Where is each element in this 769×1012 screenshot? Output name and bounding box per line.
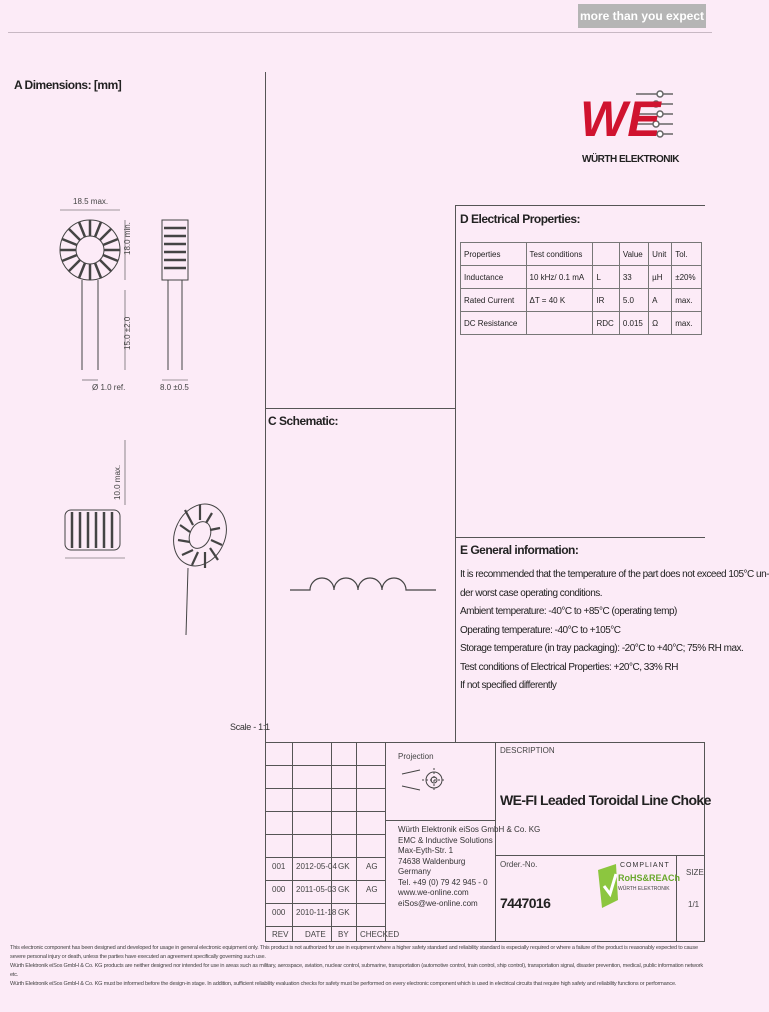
description-label: DESCRIPTION [500,746,555,755]
top-divider [8,32,712,33]
divider-left-col [265,72,266,742]
table-row [461,289,702,312]
dim-pin-label: Ø 1.0 ref. [92,383,126,392]
rev-cell: 000 [272,908,286,917]
compliant-brand: RoHS&REACh [618,873,680,883]
logo-brand-text: WÜRTH ELEKTRONIK [582,154,679,165]
table-cell: ΔT = 40 K [526,289,593,312]
general-info [460,566,769,696]
rev-cell: AG [366,885,378,894]
table-cell: 0.015 [619,312,648,335]
table-cell: Ω [649,312,672,335]
rev-cell: 001 [272,862,286,871]
general-line: Storage temperature (in tray packaging): -20°C to +40°C; 75% RH max. [460,643,744,654]
rev-header: BY [338,930,349,939]
description-text: WE-FI Leaded Toroidal Line Choke [500,792,711,808]
rev-cell: 2010-11-18 [296,908,337,917]
scale-label: Scale - 1:1 [230,722,270,732]
rev-cell: 2012-05-04 [296,862,337,871]
table-cell: DC Resistance [461,312,527,335]
general-title: E General information: [460,543,579,557]
address-line: Tel. +49 (0) 79 42 945 - 0 [398,877,488,887]
table-cell: max. [672,312,702,335]
table-header-row [461,243,702,266]
size-label: SIZE [686,868,704,877]
table-cell: IR [593,289,619,312]
table-cell: RDC [593,312,619,335]
dim-height-max-label: 10.0 max. [113,464,122,500]
rev-cell: 2011-05-03 [296,885,337,894]
table-header: Unit [649,243,672,266]
order-code-label: Order.-No. [500,860,538,869]
table-header: Properties [461,243,527,266]
projection-label: Projection [398,752,434,761]
address-line: EMC & Inductive Solutions [398,835,493,845]
rev-header: REV [272,930,289,939]
divider-schematic [265,408,455,409]
general-line: Ambient temperature: -40°C to +85°C (operating temp) [460,606,677,617]
table-row [461,266,702,289]
table-cell: µH [649,266,672,289]
table-header: Tol. [672,243,702,266]
divider-right-col [455,205,456,742]
rev-cell: GK [338,862,350,871]
compliant-label: COMPLIANT [620,862,670,869]
dim-thickness-label: 8.0 ±0.5 [160,383,189,392]
rev-cell: GK [338,908,350,917]
rohs-badge [594,860,680,912]
address-line: 74638 Waldenburg [398,856,466,866]
footer-line: This electronic component has been designed and developed for usage in general electronic equipment only. This product is not authorized for use in equipment where a higher safety standard and reliability standard is especially required or where a failure of the product is reasonably expected to cause severe personal injury or death, unless the parties have executed an agreement specifically governing such use. [10,945,698,960]
schematic-title: C Schematic: [268,414,339,428]
schematic-drawing [290,560,440,600]
address-line: Max-Eyth-Str. 1 [398,846,454,855]
general-line: Test conditions of Electrical Properties: +20°C, 33% RH [460,661,678,673]
compliant-sub: WÜRTH ELEKTRONIK [618,886,670,892]
rev-header: CHECKED [360,930,400,939]
address-line: www.we-online.com [398,888,469,897]
rev-cell: GK [338,885,350,894]
general-line: It is recommended that the temperature of the part does not exceed 105°C un- [460,569,769,580]
table-cell: 5.0 [619,289,648,312]
logo-mark: WE [580,91,661,147]
electrical-table [460,242,702,335]
dim-lead-label: 15.0 ±2.0 [123,316,132,350]
toroid-drawing-icon [40,180,260,660]
table-header: Value [619,243,648,266]
general-line: If not specified differently [460,680,557,691]
electrical-title: D Electrical Properties: [460,212,581,226]
tagline-banner: more than you expect [578,4,706,28]
rev-header: DATE [305,930,326,939]
table-header: Test conditions [526,243,593,266]
divider-general [455,537,705,538]
projection-symbol-icon [400,764,448,796]
footer-disclaimer [10,944,710,989]
order-code: 7447016 [500,895,551,911]
footer-line: Würth Elektronik eiSos GmbH & Co. KG products are neither designed nor intended for use in areas such as military, aerospace, aviation, nuclear control, submarine, transportation (automotive control, train control, ship control), transportation signal, disaster prevention, medical, public information network etc. [10,963,704,978]
table-cell: max. [672,289,702,312]
page-number: 1/1 [688,900,700,909]
address-line: eiSos@we-online.com [398,898,478,908]
address-line: Würth Elektronik eiSos GmbH & Co. KG [398,825,541,834]
rev-cell: AG [366,862,378,871]
inductor-symbol-icon [290,560,440,600]
dim-height-label: 18.0 min. [123,222,132,255]
dimensions-drawing [40,180,260,660]
divider-electrical [455,205,705,206]
table-cell: 33 [619,266,648,289]
table-cell: Inductance [461,266,527,289]
table-header [593,243,619,266]
table-cell: L [593,266,619,289]
general-line: Operating temperature: -40°C to +105°C [460,624,621,636]
dimensions-title: A Dimensions: [mm] [14,78,122,92]
rev-cell: 000 [272,885,286,894]
footer-line: Würth Elektronik eiSos GmbH & Co. KG must be informed before the design-in stage. In addition, sufficient reliability evaluation checks for safety must be performed on every electronic component which is used in electrical circuits that require high safety and reliability functions or performance. [10,981,677,987]
general-line: der worst case operating conditions. [460,587,603,599]
table-row [461,312,702,335]
we-logo [578,84,678,169]
table-cell [526,312,593,335]
table-cell: ±20% [672,266,702,289]
address-line: Germany [398,867,431,876]
table-cell: Rated Current [461,289,527,312]
table-cell: 10 kHz/ 0.1 mA [526,266,593,289]
dim-width-label: 18.5 max. [73,197,109,206]
table-cell: A [649,289,672,312]
